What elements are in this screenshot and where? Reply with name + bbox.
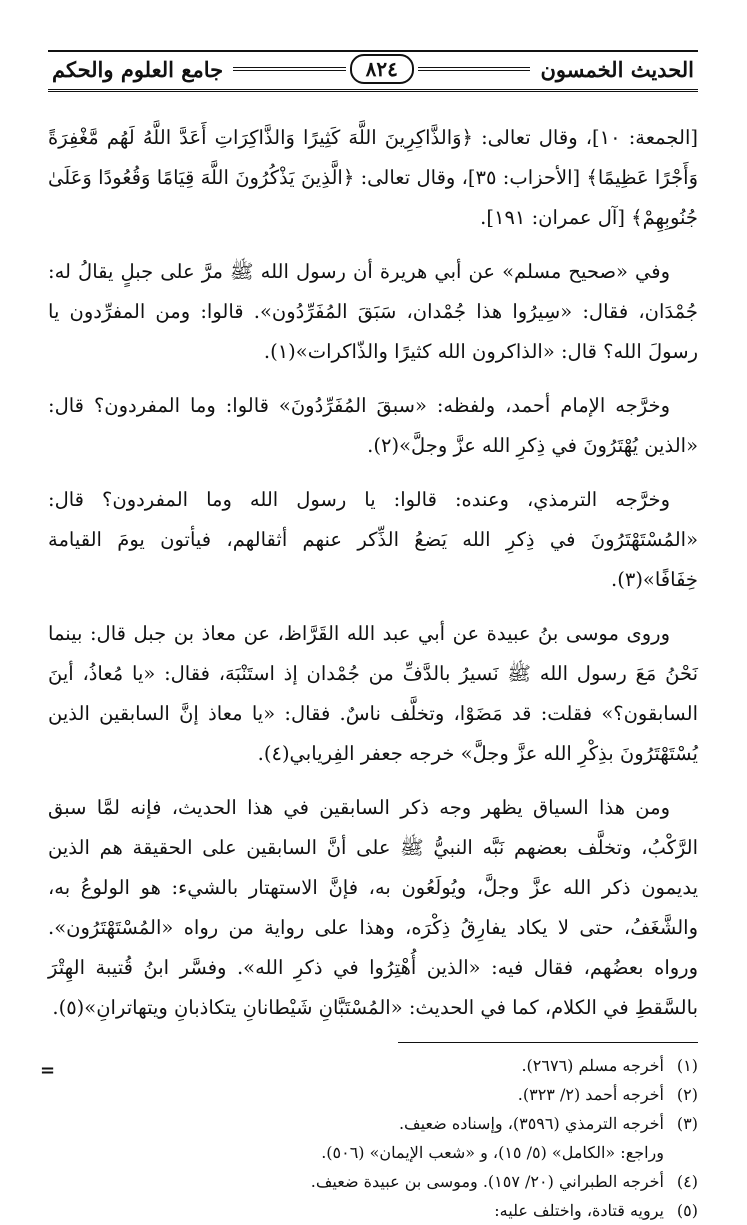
footnote-number: (٣) [676, 1114, 698, 1133]
paragraph: وخرَّجه الإمام أحمد، ولفظه: «سبقَ المُفَرِّدُونَ» قالوا: وما المفردون؟ قال: «الذين يُهْتَرُونَ في ذِكرِ الله عزَّ وجلَّ»(٢). [48, 394, 698, 457]
header-top-rule [48, 50, 698, 52]
header-bottom-rule [48, 89, 698, 92]
chapter-title: الحديث الخمسون [540, 56, 694, 82]
footnote-number: (٤) [676, 1172, 698, 1191]
main-text [48, 118, 698, 1028]
footnote-text: أخرجه الطبراني (٢٠/ ١٥٧). وموسى بن عبيدة ضعيف. [310, 1172, 664, 1191]
footnote-number: (١) [676, 1056, 698, 1075]
footnote-text: أخرجه أحمد (٢/ ٣٢٣). [517, 1085, 664, 1104]
header-double-line-left [233, 67, 346, 71]
paragraph: وروى موسى بنُ عبيدة عن أبي عبد الله القَرَّاظ، عن معاذ بن جبل قال: بينما نَحْنُ مَعَ رسول الله ﷺ نَسيرُ بالدَّفِّ من جُمْدان إذ استَنْبَهَ، فقال: «يا مُعاذُ، أينَ السابقون؟» فقلت: قد مَضَوْا، وتخلَّف ناسٌ. فقال: «يا معاذ إنَّ السابقين الذين يُسْتَهْتَرُونَ بذِكْرِ الله عزَّ وجلَّ» خرجه جعفر الفِريابي(٤). [48, 622, 698, 765]
footnote-number: (٢) [676, 1085, 698, 1104]
paragraph: وخرَّجه الترمذي، وعنده: قالوا: يا رسول الله وما المفردون؟ قال: «المُسْتَهْتَرُونَ في ذِكرِ الله يَضعُ الذِّكر عنهم أثقالهم، فيأتون يومَ القيامة خِفَافًا»(٣). [48, 488, 698, 591]
paragraph: ومن هذا السياق يظهر وجه ذكر السابقين في هذا الحديث، فإنه لمَّا سبق الرَّكْبُ، وتخلَّف بعضهم نَبَّه النبيُّ ﷺ على أنَّ السابقين على الحقيقة هم الذين يديمون ذكر الله عزَّ وجلَّ، ويُولَعُون به، فإنَّ الاستهتار بالشيء: هو الولوعُ به، والشَّغَفُ، حتى لا يكاد يفارِقُ ذِكْرَه، وهذا على رواية من رواه «المُسْتَهْتَرُون». ورواه بعضُهم، فقال فيه: «الذين أُهْتِرُوا في ذكرِ الله». وفسَّر ابنُ قُتيبة الهِتْرَ بالسَّقطِ في الكلام، كما في الحديث: «المُسْتَبَّانِ شَيْطانانِ يتكاذبانِ ويتهاترانِ»(٥). [48, 796, 698, 1019]
footnote-continuation [48, 1138, 698, 1167]
book-page [48, 44, 698, 1220]
header-double-line-right [418, 67, 531, 71]
running-header [48, 44, 698, 94]
footnote-text: يرويه قتادة، واختلف عليه: [494, 1201, 664, 1220]
footnote-text: أخرجه مسلم (٢٦٧٦). [521, 1056, 664, 1075]
continuation-mark: = [40, 1060, 56, 1081]
footnote [48, 1051, 698, 1080]
footnote-text: وراجع: «الكامل» (٥/ ١٥)، و «شعب الإيمان» (٥٠٦). [321, 1143, 664, 1162]
footnote [48, 1196, 698, 1225]
paragraph: وفي «صحيح مسلم» عن أبي هريرة أن رسول الله ﷺ مرَّ على جبلٍ يقالُ له: جُمْدَان، فقال: «سِيرُوا هذا جُمْدان، سَبَقَ المُفَرِّدُون». قالوا: ومن المفرِّدون يا رسولَ الله؟ قال: «الذاكرون الله كثيرًا والذّاكرات»(١). [48, 260, 698, 363]
footnotes [48, 1051, 698, 1225]
footnote-text: أخرجه الترمذي (٣٥٩٦)، وإسناده ضعيف. [398, 1114, 664, 1133]
footnote [48, 1167, 698, 1196]
footnote [48, 1080, 698, 1109]
footnote-separator [398, 1042, 698, 1043]
book-title: جامع العلوم والحكم [52, 56, 224, 82]
page-number: ٨٢٤ [350, 54, 414, 84]
paragraph: [الجمعة: ١٠]، وقال تعالى: ﴿وَالذَّاكِرِينَ اللَّهَ كَثِيرًا وَالذَّاكِرَاتِ أَعَدَّ اللَّهُ لَهُم مَّغْفِرَةً وَأَجْرًا عَظِيمًا﴾ [الأحزاب: ٣٥]، وقال تعالى: ﴿الَّذِينَ يَذْكُرُونَ اللَّهَ قِيَامًا وَقُعُودًا وَعَلَىٰ جُنُوبِهِمْ﴾ [آل عمران: ١٩١]. [48, 126, 698, 229]
header-ornament [227, 54, 536, 84]
footnote-number: (٥) [676, 1201, 698, 1220]
footnote [48, 1109, 698, 1138]
